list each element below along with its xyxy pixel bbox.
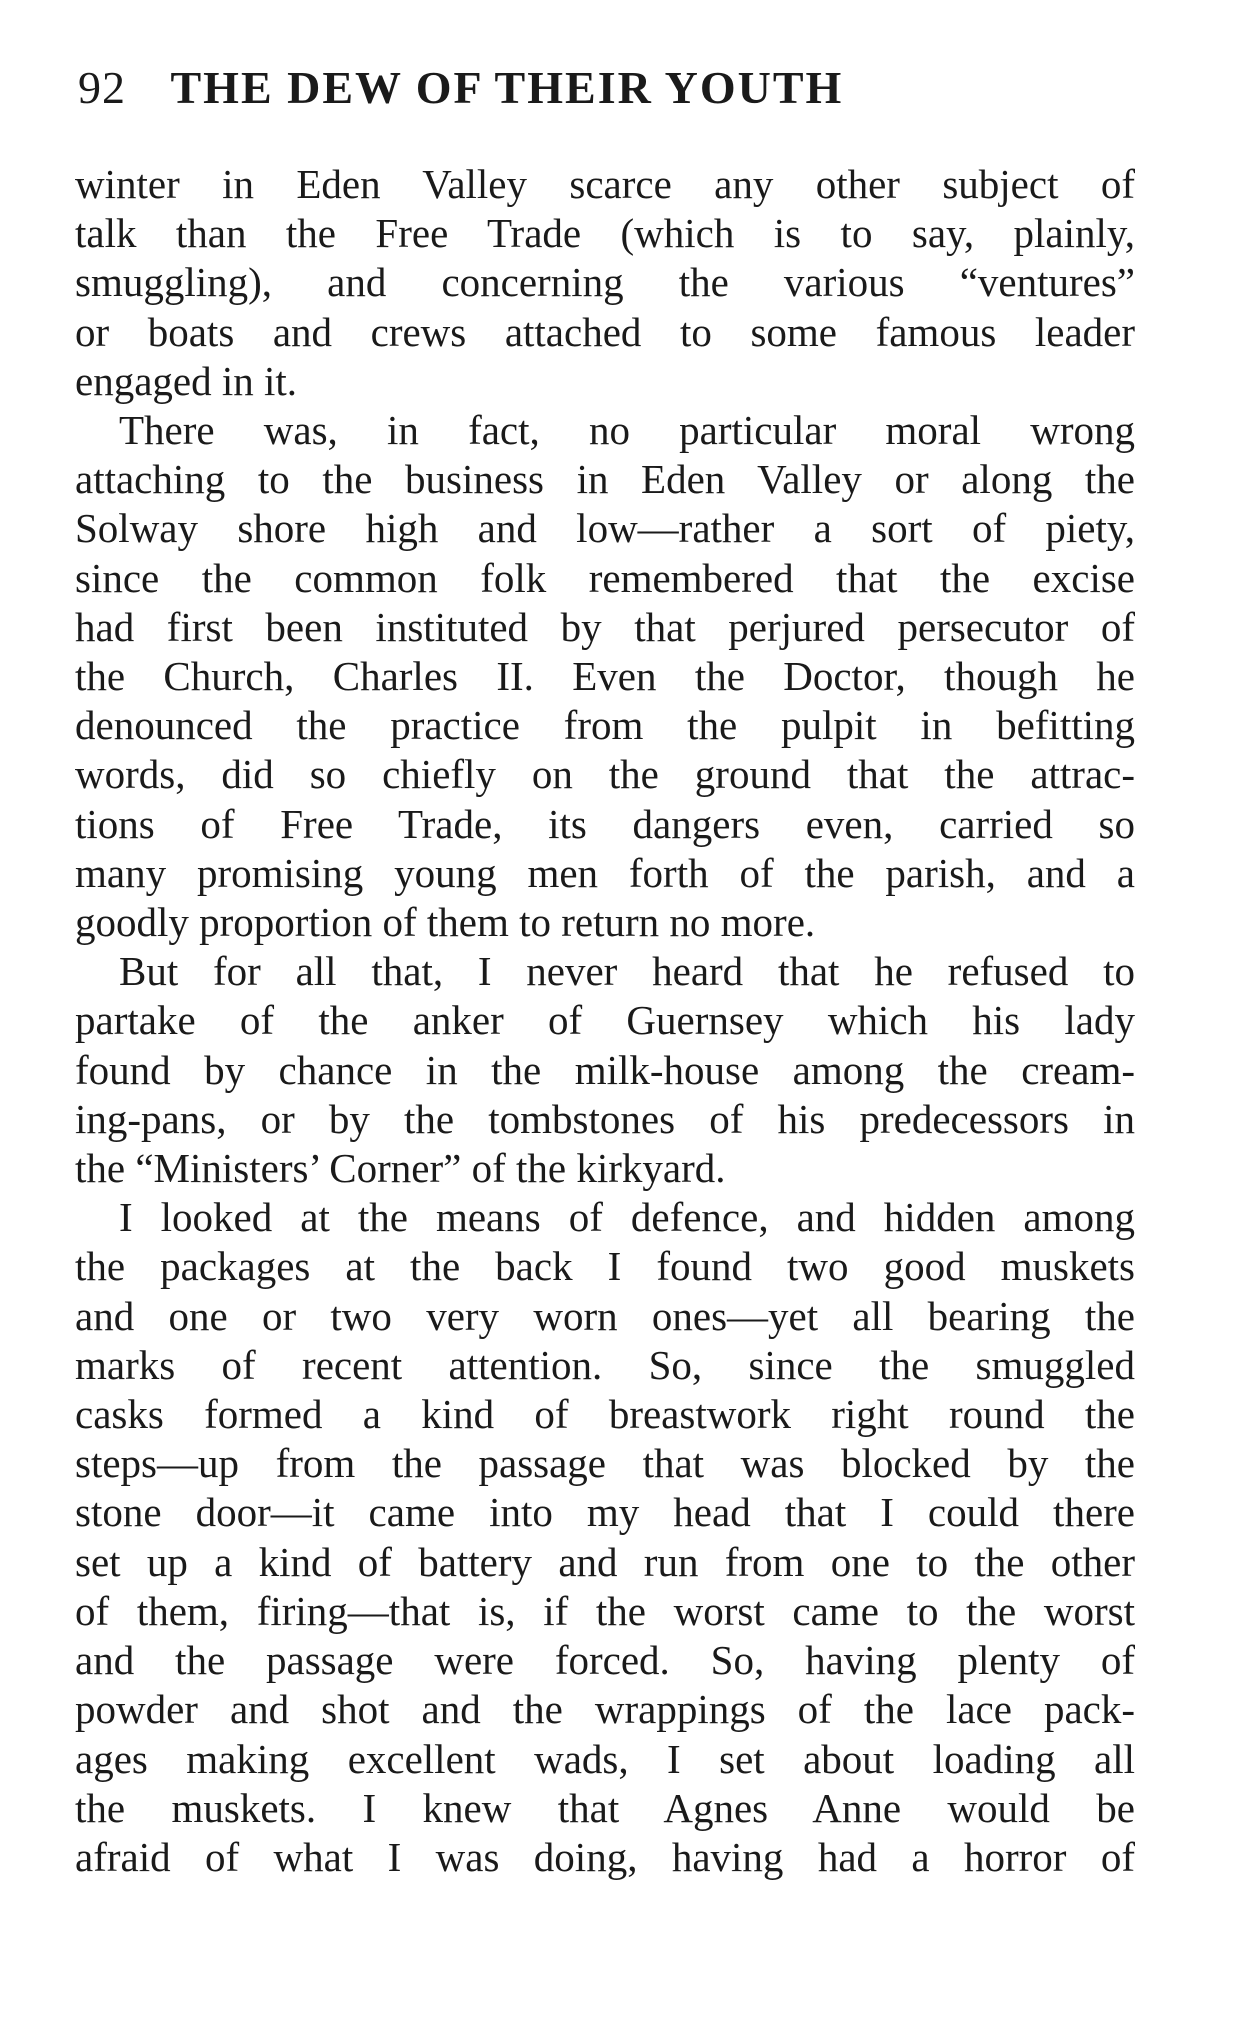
text-line: partake of the anker of Guernsey which his lady	[75, 997, 1135, 1044]
text-line: had first been instituted by that perjured persecutor of	[75, 603, 1135, 650]
text-line: tions of Free Trade, its dangers even, carried so	[75, 800, 1135, 847]
text-line: ages making excellent wads, I set about loading all	[75, 1735, 1135, 1782]
text-line: afraid of what I was doing, having had a horror of	[75, 1833, 1135, 1880]
text-line: and the passage were forced. So, having plenty of	[75, 1637, 1135, 1684]
text-line: engaged in it.	[75, 357, 298, 404]
paragraph	[75, 160, 1135, 406]
text-line: words, did so chiefly on the ground that the attrac-	[75, 751, 1135, 798]
text-line: stone door—it came into my head that I could there	[75, 1489, 1135, 1536]
text-line: steps—up from the passage that was blocked by the	[75, 1440, 1135, 1487]
text-line: talk than the Free Trade (which is to say, plainly,	[75, 210, 1135, 257]
text-line: the “Ministers’ Corner” of the kirkyard.	[75, 1145, 726, 1192]
body-text	[75, 160, 1135, 1882]
text-line: found by chance in the milk-house among the cream-	[75, 1046, 1135, 1093]
page-number: 92	[78, 62, 126, 113]
running-head	[78, 58, 1138, 118]
text-line: or boats and crews attached to some famous leader	[75, 308, 1135, 355]
text-line: the Church, Charles II. Even the Doctor, though he	[75, 653, 1135, 700]
text-line: many promising young men forth of the parish, and a	[75, 849, 1135, 896]
text-line: I looked at the means of defence, and hidden among	[119, 1194, 1135, 1241]
text-line: goodly proportion of them to return no more.	[75, 899, 816, 946]
paragraph	[75, 947, 1135, 1193]
text-line: Solway shore high and low—rather a sort of piety,	[75, 505, 1135, 552]
text-line: But for all that, I never heard that he refused to	[119, 948, 1135, 995]
text-line: powder and shot and the wrappings of the lace pack-	[75, 1686, 1135, 1733]
text-line: casks formed a kind of breastwork right round the	[75, 1391, 1135, 1438]
book-title: THE DEW OF THEIR YOUTH	[170, 62, 844, 113]
text-line: denounced the practice from the pulpit in befitting	[75, 702, 1135, 749]
text-line: the muskets. I knew that Agnes Anne would be	[75, 1784, 1135, 1831]
paragraph	[75, 406, 1135, 947]
text-line: marks of recent attention. So, since the smuggled	[75, 1341, 1135, 1388]
text-line: set up a kind of battery and run from one to the other	[75, 1538, 1135, 1585]
text-line: There was, in fact, no particular moral wrong	[119, 407, 1135, 454]
text-line: of them, firing—that is, if the worst came to the worst	[75, 1587, 1135, 1634]
text-line: attaching to the business in Eden Valley or along the	[75, 456, 1135, 503]
text-line: winter in Eden Valley scarce any other subject of	[75, 161, 1135, 207]
text-line: smuggling), and concerning the various “ventures”	[75, 259, 1135, 306]
text-line: the packages at the back I found two good muskets	[75, 1243, 1135, 1290]
text-line: since the common folk remembered that the excise	[75, 554, 1135, 601]
text-line: and one or two very worn ones—yet all bearing the	[75, 1292, 1135, 1339]
paragraph	[75, 1193, 1135, 1882]
text-line: ing-pans, or by the tombstones of his predecessors in	[75, 1095, 1135, 1142]
